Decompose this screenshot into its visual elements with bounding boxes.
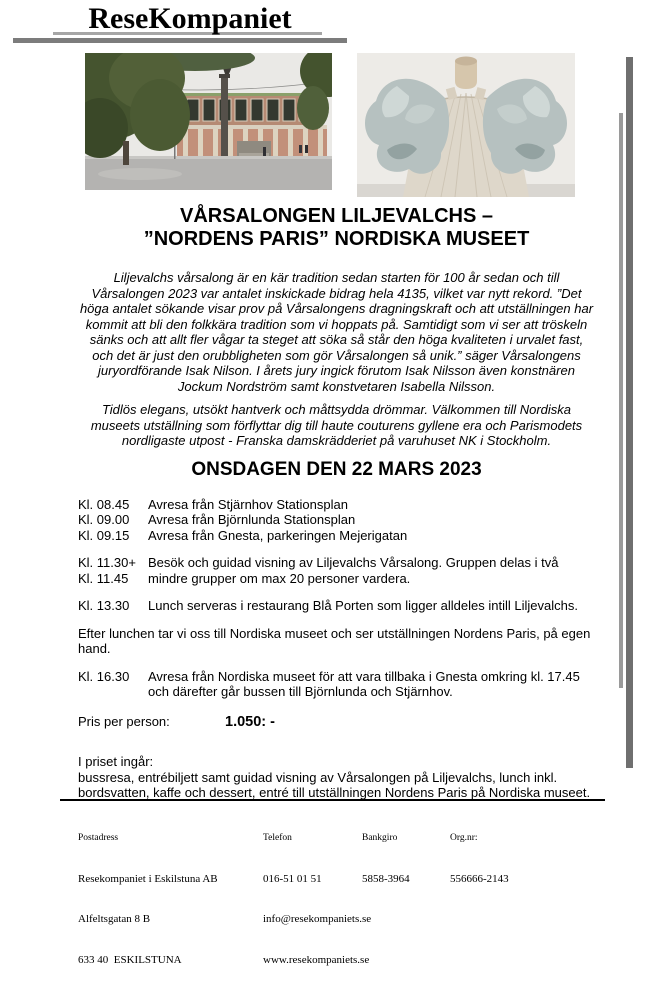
footer-email: info@resekompaniets.se <box>263 913 372 925</box>
time-label: Kl. 16.30 <box>78 668 130 684</box>
right-margin-rule-dark <box>626 57 633 768</box>
schedule-row <box>78 669 595 700</box>
time-label: Kl. 13.30 <box>78 598 130 613</box>
footer-orgnr-label: Org.nr: <box>450 833 478 843</box>
footer-contact <box>263 805 371 994</box>
schedule-row-text: Avresa från Björnlunda Stationsplan <box>148 512 356 527</box>
schedule-row <box>78 497 595 513</box>
afternoon-note: Efter lunchen tar vi oss till Nordiska museet och ser utställningen Nordens Paris, på egen hand. <box>78 625 591 656</box>
schedule-row-text: Lunch serveras i restaurang Blå Porten som ligger alldeles intill Liljevalchs. <box>148 598 578 613</box>
footer-website: www.resekompaniets.se <box>263 953 370 966</box>
schedule-row <box>78 528 595 544</box>
time-label-line1: Kl. 11.30+ <box>78 555 136 570</box>
schedule-row-text: Avresa från Stjärnhov Stationsplan <box>148 496 348 512</box>
footer-orgnr <box>450 805 509 913</box>
time-label <box>78 555 148 586</box>
schedule <box>78 497 595 700</box>
company-logo: ReseKompaniet <box>88 2 292 35</box>
schedule-row-text: Besök och guidad visning av Liljevalchs Vårsalong. Gruppen delas i två mindre grupper om max 20 personer vardera. <box>148 555 559 586</box>
footer <box>60 799 605 966</box>
time-label-line2: Kl. 11.45 <box>78 570 129 586</box>
footer-bankgiro-value: 5858-3964 <box>362 872 410 885</box>
page-title-line1: VÅRSALONGEN LILJEVALCHS – <box>180 205 493 227</box>
page-title <box>78 205 595 251</box>
schedule-row <box>78 512 595 528</box>
schedule-row-text: Avresa från Nordiska museet för att vara tillbaka i Gnesta omkring kl. 17.45 och därefter går bussen till Björnlunda och Stjärnhov. <box>148 668 580 699</box>
schedule-row <box>78 555 595 586</box>
document-body <box>78 205 595 801</box>
footer-postal-label: Postadress <box>78 833 119 843</box>
included-text: bussresa, entrébiljett samt guidad visning av Vårsalongen på Liljevalchs, lunch inkl. bordsvatten, kaffe och dessert, entré till utställningen Nordens Paris på Nordiska museet. <box>78 769 591 800</box>
schedule-row <box>78 598 595 614</box>
letterhead-rule-thick <box>13 38 347 43</box>
liljevalchs-building-photo <box>85 53 332 190</box>
intro-paragraph: Liljevalchs vårsalong är en kär tradition sedan starten för 100 år sedan och till Vårsalongen 2023 var antalet inskickade bidrag hela 4135, vilket var nytt rekord. ”Det höga antalet sökande visar prov på Vårsalongens dragningskraft och att utställningen har kommit att bli den folkkära tradition som vi hoppats på. Samtidigt som vi ser att tröskeln sänks och att allt fler vågar ta steget att söka så står den höga kvaliteten i urvalet fast, och det är just den orubbligheten som gör Vårsalongen så unik.” säger Vårsalongens juryordförande Isak Nilson. I årets jury ingick förutom Isak Nilsson även konstnären Jockum Nordström samt konstvetaren Isabella Nilsson. <box>79 270 594 394</box>
footer-bankgiro-label: Bankgiro <box>362 833 398 843</box>
footer-company-name: Resekompaniet i Eskilstuna AB <box>78 872 218 885</box>
footer-bankgiro <box>362 805 410 913</box>
page-title-line2: ”NORDENS PARIS” NORDISKA MUSEET <box>143 228 530 250</box>
footer-orgnr-value: 556666-2143 <box>450 872 509 885</box>
footer-phone-label: Telefon <box>263 833 292 843</box>
date-heading: ONSDAGEN DEN 22 MARS 2023 <box>191 458 482 480</box>
time-label: Kl. 08.45 <box>78 496 130 512</box>
included-section <box>78 754 595 801</box>
footer-postal-address <box>78 805 218 994</box>
schedule-row-text: Avresa från Gnesta, parkeringen Mejerigatan <box>148 527 408 543</box>
footer-phone-number: 016-51 01 51 <box>263 872 322 885</box>
included-heading: I priset ingår: <box>78 754 154 769</box>
footer-street: Alfeltsgatan 8 B <box>78 913 151 925</box>
time-label: Kl. 09.15 <box>78 527 130 543</box>
time-label: Kl. 09.00 <box>78 512 130 527</box>
footer-city: 633 40 ESKILSTUNA <box>78 953 182 966</box>
price-row <box>78 714 595 731</box>
price-label: Pris per person: <box>78 713 170 729</box>
exhibition-paragraph: Tidlös elegans, utsökt hantverk och måttsydda drömmar. Välkommen till Nordiska museets utställning som förflyttar dig till haute couturens gyllene era och Parismodets nordligaste utpost - Franska damskrädderiet på varuhuset NK i Stockholm. <box>90 402 583 448</box>
price-value: 1.050: - <box>225 713 275 730</box>
dress-photo <box>357 53 575 197</box>
right-margin-rule-light <box>619 113 623 688</box>
